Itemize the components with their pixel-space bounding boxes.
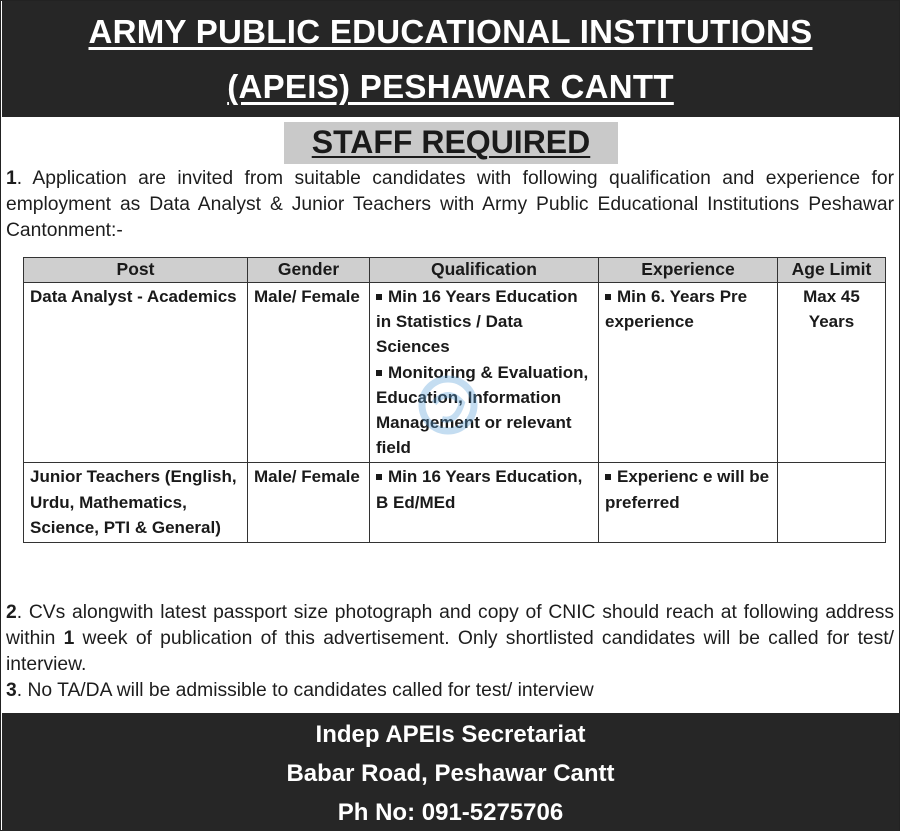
cell-gender: Male/ Female [248, 283, 370, 463]
cell-experience: Min 6. Years Pre experience [599, 283, 778, 463]
cell-experience: Experienc e will be preferred [599, 463, 778, 543]
qualification-item: Min 16 Years Education in Statistics / Data Sciences [376, 287, 578, 357]
cell-age-limit: Max 45 Years [778, 283, 886, 463]
column-header-qualification: Qualification [370, 258, 599, 283]
column-header-experience: Experience [599, 258, 778, 283]
week-number: 1 [63, 628, 75, 649]
footer-office-name: Indep APEIs Secretariat [315, 721, 586, 748]
paragraph-3: 3. No TA/DA will be admissible to candidates called for test/ interview [6, 680, 594, 701]
footer-address: Babar Road, Peshawar Cantt [286, 760, 615, 787]
cell-qualification [370, 463, 599, 543]
paragraph-2: 2. CVs alongwith latest passport size photograph and copy of CNIC should reach at following address within 1 week of publication of this advertisement. Only shortlisted candidates will be called for test/ interview. [6, 602, 895, 675]
bullet-icon [605, 294, 611, 300]
paragraph-1 [6, 166, 894, 244]
column-header-post: Post [24, 258, 248, 283]
header-title-line-2: (APEIS) PESHAWAR CANTT [227, 68, 674, 105]
table-row [24, 463, 886, 543]
qualification-item: Monitoring & Evaluation, Education, Information Management or relevant field [376, 362, 589, 458]
paragraph-2-number: 2 [6, 602, 17, 623]
paragraph-1-text: . Application are invited from suitable candidates with following qualification and experience for employment as Data Analyst & Junior Teachers with Army Public Educational Institutions Peshawar Cantonment:- [6, 168, 894, 241]
column-header-gender: Gender [248, 258, 370, 283]
qualification-item: Min 16 Years Education, B Ed/MEd [376, 467, 583, 512]
header-title-line-1: ARMY PUBLIC EDUCATIONAL INSTITUTIONS [88, 13, 813, 50]
cell-post: Junior Teachers (English, Urdu, Mathematics, Science, PTI & General) [24, 463, 248, 543]
table-header-row [24, 258, 886, 283]
cell-age-limit [778, 463, 886, 543]
footer-phone: Ph No: 091-5275706 [337, 799, 564, 826]
bullet-icon [376, 370, 382, 376]
paragraph-3-number: 3 [6, 680, 17, 701]
cell-gender: Male/ Female [248, 463, 370, 543]
column-header-age-limit: Age Limit [778, 258, 886, 283]
bullet-icon [376, 474, 382, 480]
cell-qualification [370, 283, 599, 463]
newspaper-logo-watermark-icon [416, 373, 480, 437]
paragraph-1-number: 1 [6, 168, 17, 189]
header-banner [2, 1, 899, 117]
footer-banner [2, 713, 899, 831]
bullet-icon [605, 474, 611, 480]
bullet-icon [376, 294, 382, 300]
staff-required-heading: STAFF REQUIRED [284, 122, 618, 164]
cell-post: Data Analyst - Academics [24, 283, 248, 463]
